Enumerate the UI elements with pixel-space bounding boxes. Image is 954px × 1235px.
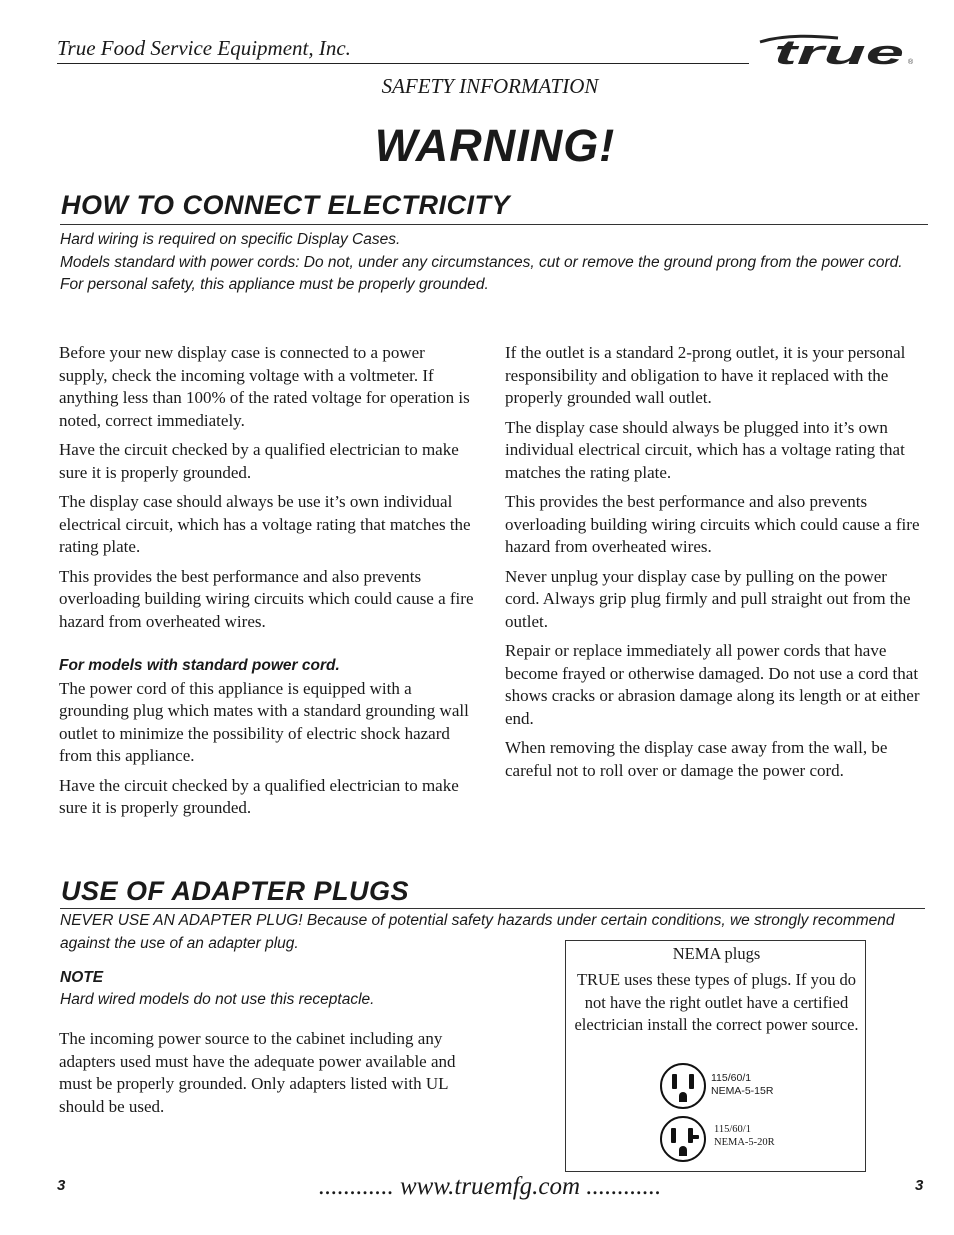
note-heading: NOTE: [60, 969, 104, 986]
nema-5-20r-outlet-icon: [659, 1115, 707, 1163]
nema-title: NEMA plugs: [672, 944, 761, 963]
plug-code: NEMA-5-20R: [714, 1137, 775, 1148]
header-rule: [57, 63, 749, 64]
left-column: [59, 342, 477, 827]
paragraph: If the outlet is a standard 2-prong outlet, it is your personal responsibility and obligation to have it replaced with the properly grounded wall outlet.: [505, 343, 906, 407]
adapter-rule: [60, 908, 925, 909]
paragraph: Before your new display case is connected to a power supply, check the incoming voltage with a voltmeter. If anything less than 100% of the rated voltage for operation is noted, correct immediately.: [59, 343, 470, 430]
website-link[interactable]: ............ www.truemfg.com ............: [318, 1173, 662, 1200]
paragraph: This provides the best performance and also prevents overloading building wiring circuits which could cause a fire hazard from overheated wires.: [59, 566, 474, 631]
plug-voltage: 115/60/1: [711, 1072, 752, 1084]
paragraph: Have the circuit checked by a qualified electrician to make sure it is properly grounded.: [59, 775, 459, 817]
section-label: SAFETY INFORMATION: [381, 74, 599, 98]
intro-line: Models standard with power cords: Do not, under any circumstances, cut or remove the ground prong from the power cord.: [60, 253, 903, 271]
paragraph: The display case should always be use it’s own individual electrical circuit, which has a voltage rating that matches the rating plate.: [59, 492, 471, 556]
page-number-right: 3: [915, 1177, 924, 1194]
nema-plugs-box: [565, 940, 866, 1172]
paragraph: The power cord of this appliance is equipped with a grounding plug which mates with a standard grounding wall outlet to minimize the possibility of electric shock hazard from this appliance.: [59, 678, 469, 765]
standard-cord-heading: For models with standard power cord.: [59, 657, 340, 674]
paragraph: When removing the display case away from the wall, be careful not to roll over or damage the power cord.: [505, 738, 888, 780]
adapter-intro: NEVER USE AN ADAPTER PLUG! Because of potential safety hazards under certain conditions, we strongly recommend against the use of an adapter plug.: [60, 912, 895, 952]
adapter-heading: USE OF ADAPTER PLUGS: [61, 876, 410, 906]
warning-title: WARNING!: [374, 120, 616, 171]
plug-code: NEMA-5-15R: [711, 1085, 774, 1097]
plug-voltage: 115/60/1: [714, 1124, 751, 1135]
true-logo: [756, 28, 921, 72]
logo-wordmark: true: [774, 34, 904, 72]
adapter-body: The incoming power source to the cabinet including any adapters used must have the adequate power available and must be properly grounded. Only adapters listed with UL should be used.: [59, 1029, 456, 1116]
note-text: Hard wired models do not use this receptacle.: [60, 991, 375, 1008]
page-number-left: 3: [57, 1177, 66, 1194]
paragraph: This provides the best performance and also prevents overloading building wiring circuits which could cause a fire hazard from overheated wires.: [505, 492, 920, 556]
intro-line: For personal safety, this appliance must be properly grounded.: [60, 276, 489, 293]
nema-5-15r-outlet-icon: [659, 1062, 707, 1110]
nema-description: TRUE uses these types of plugs. If you do not have the right outlet have a certified electrician install the correct power source.: [574, 970, 859, 1034]
paragraph: The display case should always be plugged into it’s own individual electrical circuit, which has a voltage rating that matches the rating plate.: [505, 417, 905, 482]
paragraph: Repair or replace immediately all power cords that have become frayed or otherwise damaged. Do not use a cord that shows cracks or abrasion damage along its length or at either end.: [505, 641, 920, 728]
paragraph: Have the circuit checked by a qualified electrician to make sure it is properly grounded.: [59, 440, 459, 482]
connect-heading: HOW TO CONNECT ELECTRICITY: [61, 190, 510, 220]
right-column: [505, 342, 925, 789]
svg-text:®: ®: [908, 59, 914, 66]
paragraph: Never unplug your display case by pulling on the power cord. Always grip plug firmly and pull straight out from the outlet.: [505, 566, 911, 631]
company-name: True Food Service Equipment, Inc.: [57, 36, 351, 60]
connect-rule: [60, 224, 928, 225]
connect-intro: [60, 229, 940, 297]
intro-line: Hard wiring is required on specific Display Cases.: [60, 231, 401, 248]
